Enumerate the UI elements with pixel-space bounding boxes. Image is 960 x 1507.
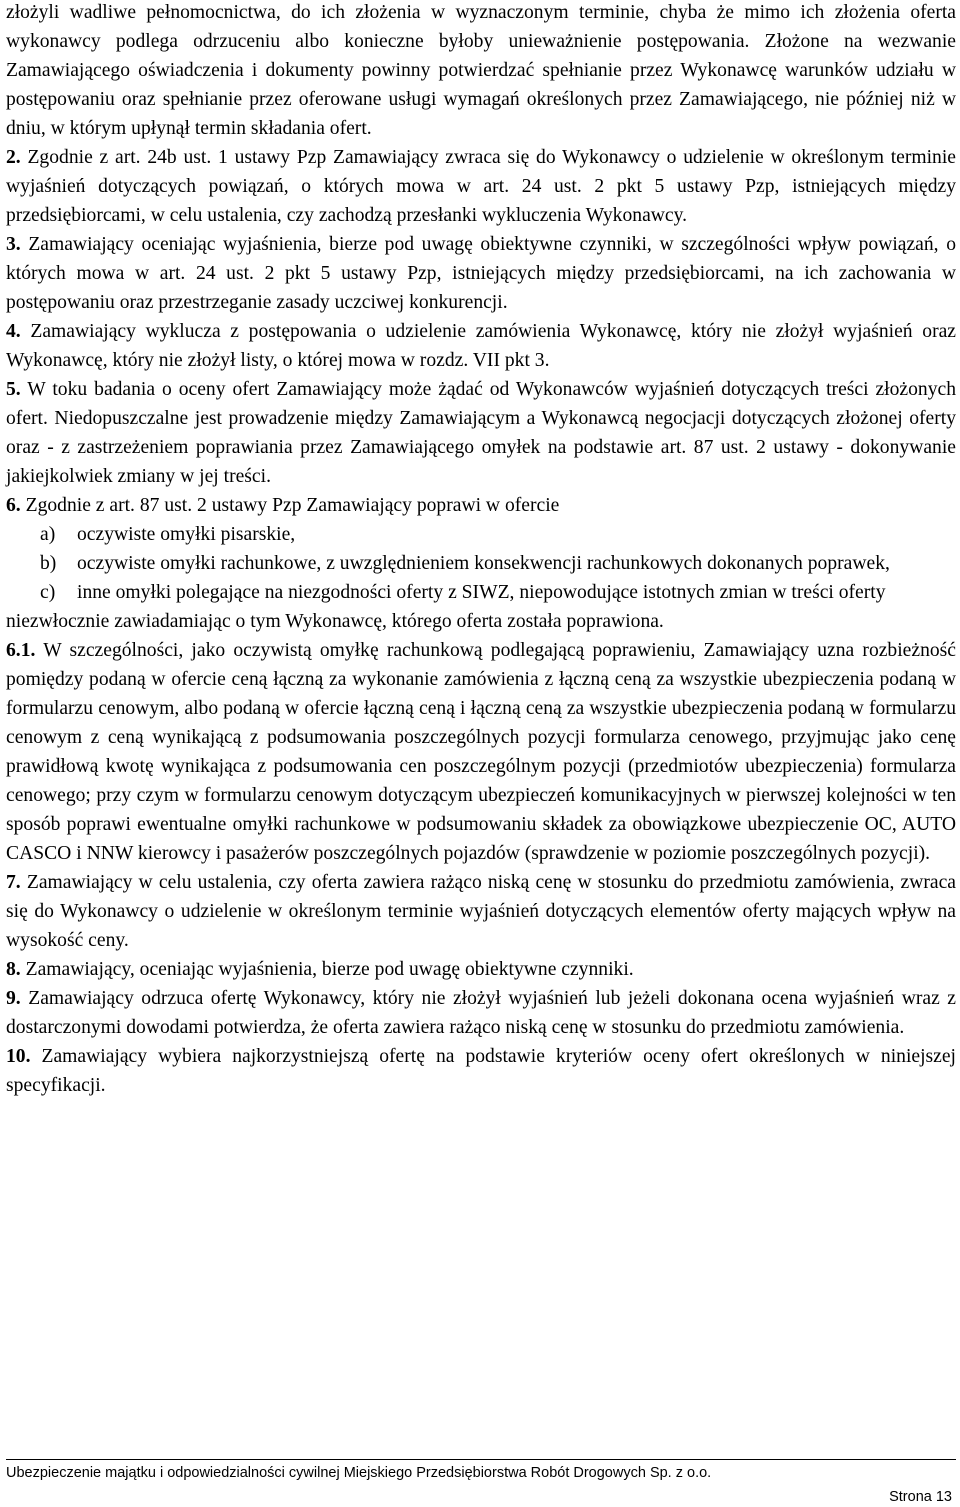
- footer-divider: [6, 1459, 956, 1460]
- paragraph-8-number: 8.: [6, 959, 21, 980]
- paragraph-6-text: Zgodnie z art. 87 ust. 2 ustawy Pzp Zamawiający poprawi w ofercie: [20, 495, 560, 516]
- list-item-b-label: b): [40, 553, 57, 574]
- list-item-b-text: oczywiste omyłki rachunkowe, z uwzględnieniem konsekwencji rachunkowych dokonanych poprawek,: [77, 553, 890, 574]
- paragraph-4-number: 4.: [6, 321, 21, 342]
- paragraph-10: [6, 1042, 956, 1100]
- paragraph-6-1-text: W szczególności, jako oczywistą omyłkę rachunkową podlegającą poprawieniu, Zamawiający uzna rozbieżność pomiędzy podaną w ofercie ceną łączną za wykonanie zamówienia z łączną ceną za wszystkie ubezpieczenia podaną w formularzu cenowym, albo podaną w ofercie łączną ceną i łączną ceną za wszystkie ubezpieczenia podaną w formularzu cenowym z ceną wynikającą z podsumowania poszczególnych pozycji formularza cenowego, przyjmując jako cenę prawidłową kwotę wynikająca z podsumowania cen poszczególnym pozycji (przedmiotów ubezpieczenia) formularza cenowego; przy czym w formularzu cenowym dotyczącym ubezpieczeń komunikacyjnych w pierwszej kolejności w ten sposób poprawi ewentualne omyłki rachunkowe w podsumowaniu składek za obowiązkowe ubezpieczenie OC, AUTO CASCO i NNW kierowcy i pasażerów poszczególnych pojazdów (sprawdzenie w poziomie poszczególnych pozycji).: [6, 640, 956, 864]
- paragraph-6-1-number: 6.1.: [6, 640, 36, 661]
- list-item-a: [6, 520, 956, 549]
- paragraph-6-1: [6, 636, 956, 868]
- paragraph-5: [6, 375, 956, 491]
- paragraph-6-closing: [6, 607, 956, 636]
- paragraph-2: [6, 143, 956, 230]
- paragraph-5-text: W toku badania o oceny ofert Zamawiający może żądać od Wykonawców wyjaśnień dotyczących treści złożonych ofert. Niedopuszczalne jest prowadzenie między Zamawiającym a Wykonawcą negocjacji dotyczących złożonej oferty oraz - z zastrzeżeniem poprawiania przez Zamawiającego omyłek na podstawie art. 87 ust. 2 ustawy - dokonywanie jakiejkolwiek zmiany w jej treści.: [6, 379, 956, 487]
- paragraph-3: [6, 230, 956, 317]
- paragraph-5-number: 5.: [6, 379, 21, 400]
- paragraph-3-number: 3.: [6, 234, 21, 255]
- paragraph-6: [6, 491, 956, 520]
- page-number: Strona 13: [889, 1489, 952, 1505]
- list-item-c-label: c): [40, 582, 56, 603]
- document-body: [6, 0, 956, 1100]
- list-item-c: [6, 578, 956, 607]
- paragraph-9-text: Zamawiający odrzuca ofertę Wykonawcy, który nie złożył wyjaśnień lub jeżeli dokonana ocena wyjaśnień wraz z dostarczonymi dowodami potwierdza, że oferta zawiera rażąco niską cenę w stosunku do przedmiotu zamówienia.: [6, 988, 956, 1038]
- paragraph-2-text: Zgodnie z art. 24b ust. 1 ustawy Pzp Zamawiający zwraca się do Wykonawcy o udzielenie w określonym terminie wyjaśnień dotyczących powiązań, o których mowa w art. 24 ust. 2 pkt 5 ustawy Pzp, istniejących między przedsiębiorcami, w celu ustalenia, czy zachodzą przesłanki wykluczenia Wykonawcy.: [6, 147, 956, 226]
- paragraph-6-number: 6.: [6, 495, 21, 516]
- list-item-a-text: oczywiste omyłki pisarskie,: [77, 524, 296, 545]
- paragraph-1-text: złożyli wadliwe pełnomocnictwa, do ich złożenia w wyznaczonym terminie, chyba że mimo ich złożenia oferta wykonawcy podlega odrzuceniu albo konieczne byłoby unieważnienie postępowania. Złożone na wezwanie Zamawiającego oświadczenia i dokumenty powinny potwierdzać spełnianie przez Wykonawcę warunków udziału w postępowaniu oraz spełnianie przez oferowane usługi wymagań określonych przez Zamawiającego, nie później niż w dniu, w którym upłynął termin składania ofert.: [6, 2, 956, 139]
- paragraph-9: [6, 984, 956, 1042]
- paragraph-8-text: Zamawiający, oceniając wyjaśnienia, bierze pod uwagę obiektywne czynniki.: [20, 959, 634, 980]
- paragraph-4: [6, 317, 956, 375]
- footer-title: Ubezpieczenie majątku i odpowiedzialności cywilnej Miejskiego Przedsiębiorstwa Robót Drogowych Sp. z o.o.: [6, 1465, 712, 1481]
- paragraph-6-closing-text: niezwłocznie zawiadamiając o tym Wykonawcę, którego oferta została poprawiona.: [6, 611, 664, 632]
- paragraph-7-number: 7.: [6, 872, 21, 893]
- paragraph-3-text: Zamawiający oceniając wyjaśnienia, bierze pod uwagę obiektywne czynniki, w szczególności wpływ powiązań, o których mowa w art. 24 ust. 2 pkt 5 ustawy Pzp, istniejących między przedsiębiorcami, na ich zachowania w postępowaniu oraz przestrzeganie zasady uczciwej konkurencji.: [6, 234, 956, 313]
- paragraph-4-text: Zamawiający wyklucza z postępowania o udzielenie zamówienia Wykonawcę, który nie złożył wyjaśnień oraz Wykonawcę, który nie złożył listy, o której mowa w rozdz. VII pkt 3.: [6, 321, 956, 371]
- list-item-a-label: a): [40, 524, 56, 545]
- list-item-c-text: inne omyłki polegające na niezgodności oferty z SIWZ, niepowodujące istotnych zmian w treści oferty: [77, 582, 886, 603]
- paragraph-2-number: 2.: [6, 147, 21, 168]
- paragraph-1: [6, 0, 956, 143]
- paragraph-10-number: 10.: [6, 1046, 31, 1067]
- paragraph-7-text: Zamawiający w celu ustalenia, czy oferta zawiera rażąco niską cenę w stosunku do przedmiotu zamówienia, zwraca się do Wykonawcy o udzielenie w określonym terminie wyjaśnień dotyczących elementów oferty mających wpływ na wysokość ceny.: [6, 872, 956, 951]
- paragraph-7: [6, 868, 956, 955]
- paragraph-9-number: 9.: [6, 988, 21, 1009]
- list-item-b: [6, 549, 956, 578]
- paragraph-8: [6, 955, 956, 984]
- paragraph-10-text: Zamawiający wybiera najkorzystniejszą ofertę na podstawie kryteriów oceny ofert określonych w niniejszej specyfikacji.: [6, 1046, 956, 1096]
